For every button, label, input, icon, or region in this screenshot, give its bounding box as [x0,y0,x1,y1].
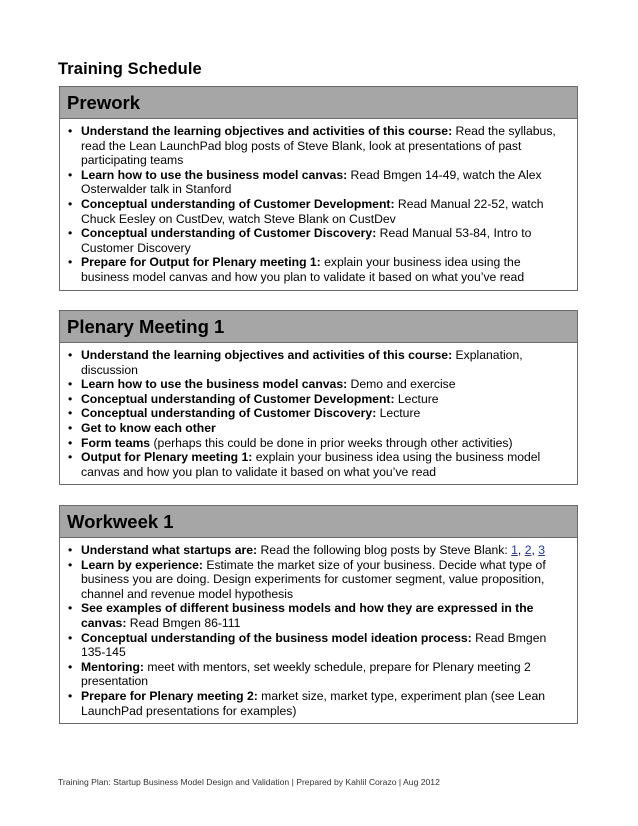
section-title: Workweek 1 [60,506,577,538]
section-items [60,538,577,723]
list-item [67,255,571,284]
item-bold-text: Prepare for Output for Plenary meeting 1: [81,255,321,270]
bullet-icon: • [68,435,73,450]
section-title: Plenary Meeting 1 [60,311,577,343]
bullet-icon: • [68,557,73,572]
bullet-icon: • [68,377,73,392]
blog-post-link-2[interactable]: 2 [524,543,532,557]
bullet-icon: • [68,543,73,557]
item-text: Read Bmgen 14-49, watch the Alex Osterwalder talk in Stanford [81,167,542,197]
item-bold-text: Conceptual understanding of Customer Discovery: [81,406,377,421]
bullet-icon: • [68,255,73,270]
section-items [60,343,577,484]
bullet-icon: • [68,348,73,362]
item-text: explain your business idea using the business model canvas and how you plan to validate it based on what you’ve read [81,255,525,284]
bullet-icon: • [68,167,73,182]
item-text: meet with mentors, set weekly schedule, prepare for Plenary meeting 2 presentation [81,659,531,689]
bullet-icon: • [68,391,73,406]
bullet-icon: • [68,688,73,703]
item-text: Estimate the market size of your business. Decide what type of business you are doing. Design experiments for customer segment, value proposition, channel and revenue model hypothesis [81,557,546,601]
item-text: Explanation, discussion [81,348,523,377]
list-item [67,450,571,479]
item-text: Read the syllabus, read the Lean LaunchPad blog posts of Steve Blank, look at presentations of past participating teams [81,124,556,168]
item-text: Read Manual 53-84, Intro to Customer Discovery [81,226,532,255]
item-bold-text: Conceptual understanding of the business model ideation process: [81,630,472,645]
item-text: Lecture [376,406,421,421]
section-items [60,119,577,290]
list-item [67,543,571,558]
bullet-icon: • [68,601,73,616]
list-item [67,348,571,377]
item-text: Read the following blog posts by Steve Blank: [257,543,512,557]
item-bold-text: Understand the learning objectives and activities of this course: [81,348,453,362]
item-bold-text: Prepare for Plenary meeting 2: [81,688,258,703]
bullet-icon: • [68,450,73,465]
link-separator: , [517,543,525,557]
item-bold-text: Learn by experience: [81,557,203,572]
section-title: Prework [60,87,577,119]
list-item [67,124,571,168]
item-text: Read Bmgen 135-145 [81,630,547,660]
item-bold-text: Understand what startups are: [81,543,258,557]
list-item [67,392,571,407]
document-title: Training Schedule [58,60,202,78]
page-footer: Training Plan: Startup Business Model Design and Validation | Prepared by Kahlil Corazo | Aug 2012 [58,777,440,787]
item-bold-text: Understand the learning objectives and activities of this course: [81,124,453,138]
list-item [67,689,571,718]
list-item [67,631,571,660]
item-text: Read Manual 22-52, watch Chuck Eesley on CustDev, watch Steve Blank on CustDev [81,196,544,226]
list-item [67,660,571,689]
item-bold-text: Conceptual understanding of Customer Discovery: [81,226,377,241]
bullet-icon: • [68,196,73,211]
list-item [67,406,571,421]
item-text: Lecture [394,391,439,406]
item-text: (perhaps this could be done in prior weeks through other activities) [150,435,513,450]
section-prework [59,86,578,291]
list-item [67,197,571,226]
item-text: market size, market type, experiment plan (see Lean LaunchPad presentations for examples) [81,688,546,718]
bullet-icon: • [68,226,73,241]
blog-post-link-3[interactable]: 3 [538,543,546,557]
list-item [67,436,571,451]
list-item [67,377,571,392]
list-item [67,558,571,602]
link-separator: , [531,543,539,557]
item-bold-text: Conceptual understanding of Customer Development: [81,391,395,406]
list-item [67,421,571,436]
item-bold-text: Learn how to use the business model canvas: [81,167,348,182]
item-bold-text: Learn how to use the business model canvas: [81,377,348,392]
item-bold-text: Form teams [81,435,151,450]
item-bold-text: Get to know each other [81,420,216,435]
bullet-icon: • [68,630,73,645]
item-text: Demo and exercise [347,377,456,392]
item-bold-text: Conceptual understanding of Customer Development: [81,196,395,211]
bullet-icon: • [68,420,73,435]
list-item [67,168,571,197]
item-text: explain your business idea using the business model canvas and how you plan to validate it based on what you’ve read [81,450,541,479]
bullet-icon: • [68,124,73,138]
blog-post-link-1[interactable]: 1 [511,543,518,557]
item-bold-text: Output for Plenary meeting 1: [81,450,253,465]
item-bold-text: Mentoring: [81,659,144,674]
item-bold-text: See examples of different business models and how they are expressed in the canvas: [81,601,534,630]
list-item [67,226,571,255]
item-text: Read Bmgen 86-111 [126,615,241,630]
bullet-icon: • [68,406,73,421]
list-item [67,601,571,630]
bullet-icon: • [68,659,73,674]
section-workweek-1 [59,505,578,724]
section-plenary-meeting-1 [59,310,578,485]
